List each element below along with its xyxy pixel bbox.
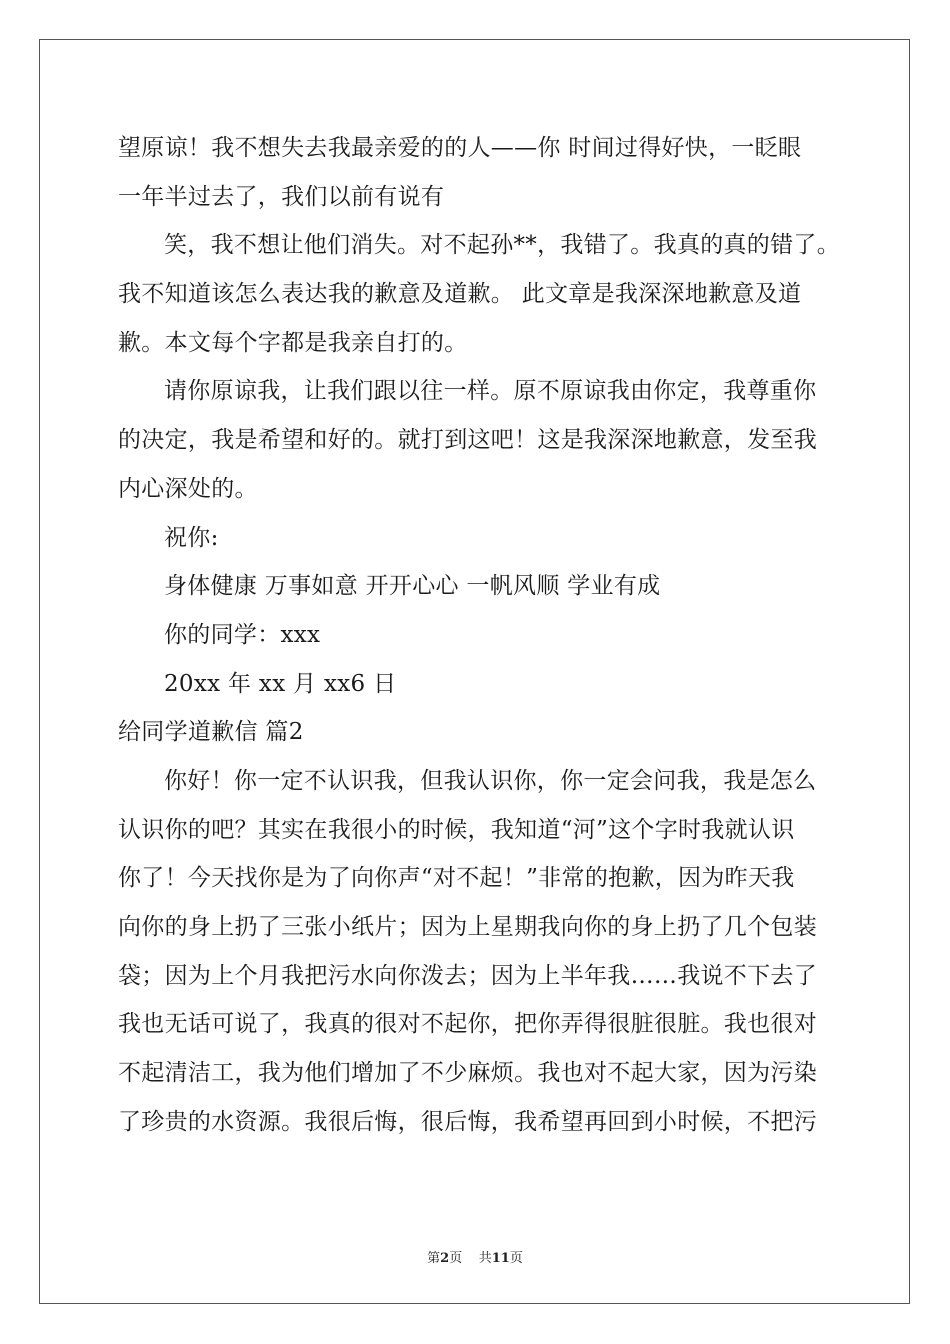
text-line: 一年半过去了，我们以前有说有: [118, 183, 445, 210]
date-line: 20xx 年 xx 月 xx6 日: [164, 670, 397, 697]
text-line: 不起清洁工，我为他们增加了不少麻烦。我也对不起大家，因为污染: [118, 1060, 817, 1087]
paragraph-start-line: 请你原谅我，让我们跟以往一样。原不原谅我由你定，我尊重你: [164, 378, 817, 405]
page-label-mid: 页 共: [449, 1251, 492, 1266]
text-line: 内心深处的。: [118, 475, 258, 502]
text-line: 向你的身上扔了三张小纸片；因为上星期我向你的身上扔了几个包装: [118, 914, 817, 940]
page-label-prefix: 第: [427, 1251, 441, 1266]
text-line: 你了！今天找你是为了向你声“对不起！”非常的抱歉，因为昨天我: [118, 865, 795, 892]
text-line: 的决定，我是希望和好的。就打到这吧！这是我深深地歉意，发至我: [118, 427, 817, 454]
text-line: 望原谅！我不想失去我最亲爱的的人——你 时间过得好快，一眨眼: [118, 135, 802, 161]
text-line: 歉。本文每个字都是我亲自打的。: [118, 329, 468, 356]
text-line: 了珍贵的水资源。我很后悔，很后悔，我希望再回到小时候，不把污: [118, 1108, 817, 1135]
section-heading: 给同学道歉信 篇2: [118, 719, 304, 746]
current-page-number: 2: [440, 1251, 450, 1266]
text-line: 我不知道该怎么表达我的歉意及道歉。 此文章是我深深地歉意及道: [118, 281, 802, 308]
paragraph-start-line: 笑，我不想让他们消失。对不起孙**，我错了。我真的真的错了。: [164, 232, 840, 259]
wishes-line: 身体健康 万事如意 开开心心 一帆风顺 学业有成: [164, 573, 661, 600]
text-line: 我也无话可说了，我真的很对不起你，把你弄得很脏很脏。我也很对: [118, 1011, 817, 1038]
signature-line: 你的同学：xxx: [164, 621, 321, 648]
total-page-number: 11: [491, 1251, 510, 1266]
document-body: [118, 124, 858, 1146]
paragraph-start-line: 你好！你一定不认识我，但我认识你，你一定会问我，我是怎么: [164, 767, 817, 794]
page-label-suffix: 页: [509, 1251, 523, 1266]
greeting-line: 祝你:: [164, 524, 219, 551]
text-line: 认识你的吧？其实在我很小的时候，我知道“河”这个字时我就认识: [118, 816, 795, 843]
text-line: 袋；因为上个月我把污水向你泼去；因为上半年我……我说不下去了: [118, 962, 817, 989]
page-footer: [0, 1247, 950, 1266]
